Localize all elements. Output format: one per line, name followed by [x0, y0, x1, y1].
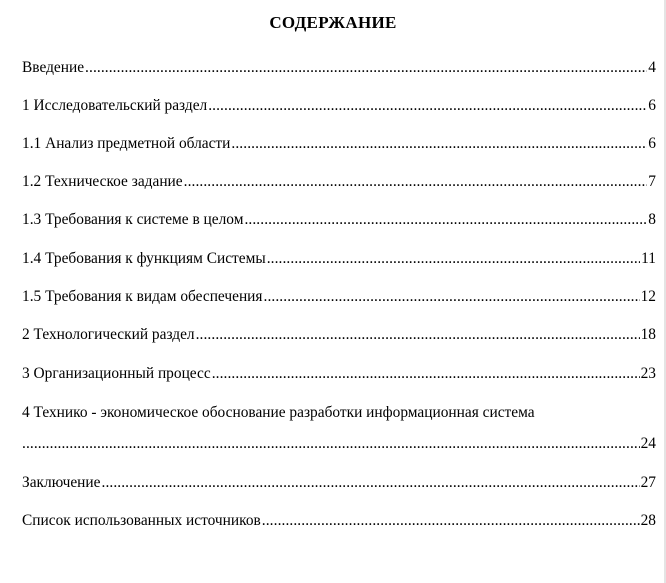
toc-entry-label: Список использованных источников	[22, 512, 261, 529]
toc-entry-label-wrapped[interactable]: 4 Технико - экономическое обоснование разработки информационная система	[22, 404, 535, 421]
toc-dot-leader	[267, 249, 640, 269]
toc-dot-leader	[85, 58, 647, 78]
toc-dot-leader	[262, 511, 640, 531]
toc-entry-page: 28	[640, 512, 656, 529]
toc-dot-leader	[212, 364, 640, 384]
toc-entry-label: 1.5 Требования к видам обеспечения	[22, 288, 263, 305]
toc-entry[interactable]	[22, 434, 656, 454]
toc-dot-leader	[264, 287, 640, 307]
toc-entry[interactable]	[22, 172, 656, 192]
toc-entry-label: 2 Технологический раздел	[22, 326, 195, 343]
toc-entry-page: 6	[648, 97, 656, 114]
toc-entry-page: 6	[648, 135, 656, 152]
toc-dot-leader	[208, 96, 647, 116]
toc-entry-label: 1.4 Требования к функциям Системы	[22, 250, 266, 267]
toc-entry-page: 11	[641, 250, 656, 267]
toc-dot-leader	[231, 134, 647, 154]
toc-entry-page: 23	[640, 365, 656, 382]
toc-entry-page: 24	[640, 435, 656, 452]
toc-entry[interactable]	[22, 249, 656, 269]
toc-entry-label: 3 Организационный процесс	[22, 365, 211, 382]
toc-entry-label: 1.1 Анализ предметной области	[22, 135, 231, 152]
toc-entry-page: 7	[648, 173, 656, 190]
toc-entry-label: 1.3 Требования к системе в целом	[22, 211, 244, 228]
toc-entry-label: Заключение	[22, 474, 101, 491]
toc-entry-page: 18	[640, 326, 656, 343]
toc-entry[interactable]	[22, 364, 656, 384]
toc-entry[interactable]	[22, 210, 656, 230]
toc-entry-page: 4	[648, 59, 656, 76]
toc-dot-leader	[184, 172, 648, 192]
toc-entry-page: 12	[640, 288, 656, 305]
toc-entry[interactable]	[22, 58, 656, 78]
toc-entry[interactable]	[22, 473, 656, 493]
toc-dot-leader	[102, 473, 640, 493]
toc-entry-label: 1 Исследовательский раздел	[22, 97, 208, 114]
toc-dot-leader	[244, 210, 647, 230]
toc-entry-page: 27	[640, 474, 656, 491]
toc-entry[interactable]	[22, 134, 656, 154]
toc-dot-leader	[196, 325, 640, 345]
toc-entry[interactable]	[22, 511, 656, 531]
toc-dot-leader	[22, 434, 640, 454]
toc-entry[interactable]	[22, 287, 656, 307]
toc-entry-page: 8	[648, 211, 656, 228]
toc-entry[interactable]	[22, 96, 656, 116]
page-title: СОДЕРЖАНИЕ	[269, 13, 397, 32]
toc-entry-label: 1.2 Техническое задание	[22, 173, 183, 190]
toc-entry[interactable]	[22, 325, 656, 345]
toc-entry-label: Введение	[22, 59, 85, 76]
